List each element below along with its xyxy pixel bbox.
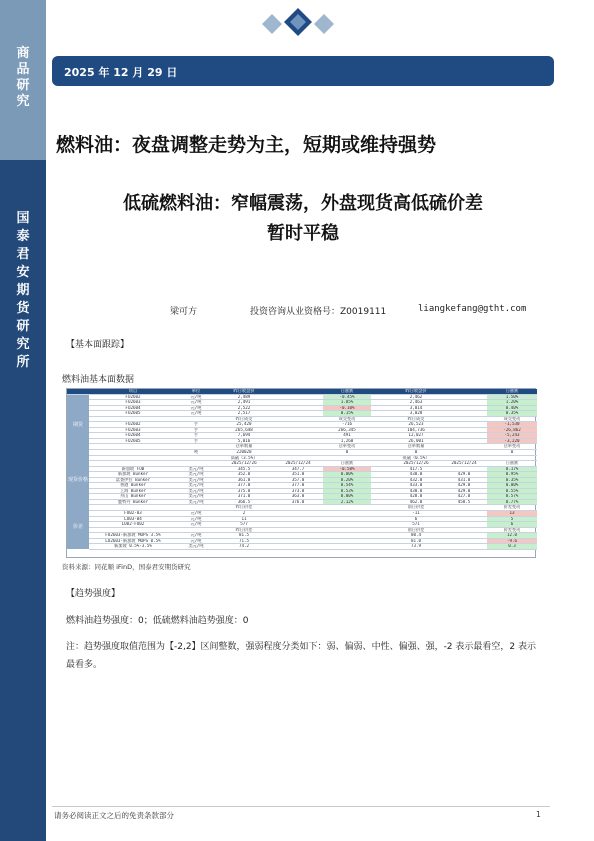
main-title: 燃料油：夜盘调整走势为主，短期或维持强势 <box>56 134 437 156</box>
table-cell: 手 <box>177 433 215 439</box>
table-cell: 项目 <box>89 389 177 394</box>
table-cell: 11 <box>215 516 273 522</box>
table-cell: 仓单变动 <box>487 444 537 450</box>
table-cell: FU2603 <box>89 400 177 406</box>
table-cell: 458.5 <box>441 499 487 505</box>
table-cell: 377.0 <box>273 483 323 489</box>
fundamentals-table <box>66 388 536 558</box>
sidebar-org-char: 泰 <box>16 229 30 244</box>
table-cell: 361.0 <box>215 477 273 483</box>
table-cell: 2,462 <box>391 394 441 400</box>
table-cell: -26,862 <box>487 427 537 433</box>
table-cell: 7,694 <box>215 433 273 439</box>
table-cell: 266,345 <box>323 427 371 433</box>
table-cell: 日涨跌 <box>323 461 371 467</box>
table-cell: 373.0 <box>273 488 323 494</box>
table-cell: 417.5 <box>391 466 441 472</box>
table-cell: 0.55% <box>487 488 537 494</box>
table-cell: 1.85% <box>323 400 371 406</box>
table-cell: 220020 <box>215 450 273 456</box>
table-cell: 新加坡 Bunker <box>89 472 177 478</box>
table-cell: -5,243 <box>487 433 537 439</box>
table-cell: 鹿特丹 Bunker <box>89 499 177 505</box>
table-row <box>67 544 537 550</box>
table-cell: FU2602 <box>89 422 177 428</box>
table-cell: 345.5 <box>215 466 273 472</box>
table-cell: 上海 Bunker <box>89 488 177 494</box>
table-cell: -1,530 <box>487 422 537 428</box>
table-cell: 0.35% <box>487 411 537 417</box>
table-cell: 429.0 <box>441 483 487 489</box>
table-cell: 舟山 Bunker <box>89 494 177 500</box>
table-cell: 2025/12/24 <box>273 461 323 467</box>
table-cell: 2,522 <box>215 405 273 411</box>
table-cell: 价差变动 <box>487 505 537 511</box>
table-cell: 价差变动 <box>487 527 537 533</box>
table-cell: 前日价差 <box>391 505 441 511</box>
table-cell: 73.9 <box>391 544 441 550</box>
table-cell: 371.0 <box>215 494 273 500</box>
table-cell: 元/吨 <box>177 511 215 517</box>
table-cell: 12,027 <box>391 433 441 439</box>
table-cell: 0.40% <box>487 405 537 411</box>
table-cell: 366.5 <box>215 499 273 505</box>
table-cell: -0.58% <box>323 466 371 472</box>
table-cell: -9.6 <box>487 538 537 544</box>
table-cell: FU2604 <box>89 433 177 439</box>
table-cell: 美元/吨 <box>177 488 215 494</box>
table-cell: 成交变动 <box>487 416 537 422</box>
table-cell: 香港 Bunker <box>89 483 177 489</box>
table-cell: 0.57% <box>487 494 537 500</box>
table-cell: 低硫（0.5%） <box>391 455 441 461</box>
table-cell <box>323 544 371 550</box>
page-number: 1 <box>536 810 541 819</box>
sidebar-org-char: 期 <box>16 283 30 298</box>
sidebar-org-char: 货 <box>16 301 30 316</box>
table-cell: 430.0 <box>391 472 441 478</box>
table-cell: 昨日成交 <box>391 416 441 422</box>
sidebar-category-label <box>0 46 46 110</box>
table-cell: 357.0 <box>273 477 323 483</box>
table-cell: 25,420 <box>215 422 273 428</box>
table-cell: 美元/吨 <box>177 466 215 472</box>
section-basic-heading: 【基本面跟踪】 <box>66 340 130 350</box>
sidebar-org-char: 安 <box>16 265 30 280</box>
diamond-logo-icon <box>258 4 338 38</box>
sidebar-category-char: 研 <box>16 78 30 93</box>
table-cell: 433.0 <box>391 483 441 489</box>
table-cell: 2 <box>215 511 273 517</box>
table-cell: 377.0 <box>215 483 273 489</box>
table-cell: 104,736 <box>391 427 441 433</box>
table-cell: 手 <box>177 422 215 428</box>
table-row <box>67 499 537 505</box>
table-cell: 3,014 <box>391 405 441 411</box>
table-cell: 美元/吨 <box>177 472 215 478</box>
table-cell: 0.17% <box>487 466 537 472</box>
sidebar-category-char: 究 <box>16 94 30 109</box>
table-cell: -3,220 <box>487 438 537 444</box>
table-cell: FU2603 <box>89 427 177 433</box>
sidebar-org-char: 究 <box>16 337 30 352</box>
author-name: 梁可方 <box>170 307 198 317</box>
table-cell: 26,001 <box>391 438 441 444</box>
table-cell: 0.00% <box>323 494 371 500</box>
table-cell: 富查伊拉 Bunker <box>89 477 177 483</box>
table-cell: 427.0 <box>441 494 487 500</box>
table-cell: 美元/吨 <box>177 544 215 550</box>
table-cell: 0 <box>323 450 371 456</box>
table-cell: 352.0 <box>215 472 273 478</box>
table-cell: 462.0 <box>391 499 441 505</box>
table-cell: 元/吨 <box>177 411 215 417</box>
table-cell: 3,028 <box>391 411 441 417</box>
table-cell: 2.12% <box>323 499 371 505</box>
table-cell: 1.50% <box>487 394 537 400</box>
table-cell: 昨日价差 <box>215 527 273 533</box>
date-banner <box>52 56 554 86</box>
table-cell: 2025/12/24 <box>441 461 487 467</box>
table-cell: 347.7 <box>273 466 323 472</box>
table-cell: 430.0 <box>391 488 441 494</box>
table-cell: 0.35% <box>487 477 537 483</box>
table-cell: 0 <box>487 450 537 456</box>
table-cell: 仓单数量 <box>391 444 441 450</box>
table-row <box>67 483 537 489</box>
table-cell: FU02-03 <box>89 511 177 517</box>
table-cell: 429.0 <box>441 472 487 478</box>
table-cell: 1.20% <box>487 400 537 406</box>
table-cell: 1,260 <box>323 438 371 444</box>
table-cell: 新加坡 0.5%-3.5% <box>89 544 177 550</box>
table-cell: LU03-04 <box>89 516 177 522</box>
table-group-label: 期货 <box>67 394 89 455</box>
sidebar-org-char: 国 <box>16 211 30 226</box>
footer-disclaimer[interactable]: 请务必阅读正文之后的免责条款部分 <box>54 811 174 820</box>
table-cell: 美元/吨 <box>177 494 215 500</box>
sub-title-line-1: 低硫燃料油：窄幅震荡，外盘现货高低硫价差 <box>123 193 483 214</box>
table-cell: 0.53% <box>323 488 371 494</box>
table-cell: LU02-FU02 <box>89 522 177 528</box>
table-cell: 0.00% <box>487 483 537 489</box>
table-cell: 手 <box>177 427 215 433</box>
table-cell: 元/吨 <box>177 405 215 411</box>
table-cell: 363.0 <box>273 494 323 500</box>
table-row <box>67 488 537 494</box>
sidebar-org-char: 君 <box>16 247 30 262</box>
table-cell: 429.0 <box>441 488 487 494</box>
table-cell: 新加坡 FOB <box>89 466 177 472</box>
table-cell: 351.0 <box>273 472 323 478</box>
table-cell: 431.0 <box>441 477 487 483</box>
table-cell: -716 <box>323 422 371 428</box>
table-cell: 手 <box>177 438 215 444</box>
table-cell: 577 <box>215 522 273 528</box>
table-cell: 日涨跌 <box>323 389 371 394</box>
section-trend-heading: 【趋势强度】 <box>66 589 121 599</box>
table-cell: 0.3 <box>487 544 537 550</box>
table-cell: 元/吨 <box>177 538 215 544</box>
table-group-label: 价差 <box>67 505 89 549</box>
table-cell: 0.00% <box>323 472 371 478</box>
footer-divider <box>52 806 550 807</box>
table-cell: 375.0 <box>215 488 273 494</box>
table-cell: 仓单数量 <box>215 444 273 450</box>
table-cell: 265,648 <box>215 427 273 433</box>
table-cell: 元/吨 <box>177 394 215 400</box>
table-cell: FU2604 <box>89 405 177 411</box>
table-cell: 13 <box>487 511 537 517</box>
table-cell: 成交变动 <box>323 416 371 422</box>
table-cell: -11 <box>391 511 441 517</box>
table-cell: 2,489 <box>215 394 273 400</box>
table-cell: 571 <box>391 522 441 528</box>
table-group-label: 现货价格 <box>67 455 89 505</box>
table-cell: 日涨跌 <box>487 461 537 467</box>
table-cell: 0 <box>391 450 441 456</box>
table-cell: FU2605 <box>89 411 177 417</box>
author-cert: 投资咨询从业资格号：Z0019111 <box>250 307 387 317</box>
table-cell: 12.0 <box>487 533 537 539</box>
table-cell: 0.20% <box>323 477 371 483</box>
sub-title <box>52 189 554 249</box>
source-note: 资料来源：同花顺 iFinD，国泰君安期货研究 <box>62 563 191 571</box>
table-cell: FU2602 <box>89 394 177 400</box>
sub-title-line-2: 暂时平稳 <box>267 223 339 244</box>
table-cell: LU2603-新加坡 MOPS 0.5% <box>89 538 177 544</box>
table-cell: 81.5 <box>215 533 273 539</box>
table-cell: 元/吨 <box>177 522 215 528</box>
table-cell: 2025/12/26 <box>391 461 441 467</box>
sidebar-org-label <box>0 210 46 372</box>
table-cell: 0.77% <box>487 499 537 505</box>
table-cell: 高硫（3.5%） <box>215 455 273 461</box>
table-cell: 2025/12/26 <box>215 461 273 467</box>
table-cell: 昨日收盘价 <box>215 389 273 394</box>
table-cell: 2,491 <box>215 400 273 406</box>
table-cell: 26,523 <box>391 422 441 428</box>
table-row <box>67 494 537 500</box>
table-cell: FU2603-新加坡 MOPS 3.5% <box>89 533 177 539</box>
sidebar-org-char: 所 <box>16 355 30 370</box>
table-cell <box>441 544 487 550</box>
table-cell: 0.95% <box>487 472 537 478</box>
sidebar-org-char: 研 <box>16 319 30 334</box>
table-cell: 昨日成交 <box>215 416 273 422</box>
table-cell: 6 <box>487 522 537 528</box>
table-cell: -0.10% <box>323 405 371 411</box>
table-cell: 元/吨 <box>177 400 215 406</box>
table-cell <box>371 544 391 550</box>
table-row <box>67 477 537 483</box>
table-cell: 5 <box>487 516 537 522</box>
table-cell <box>273 544 323 550</box>
table-cell: 美元/吨 <box>177 483 215 489</box>
table-title: 燃料油基本面数据 <box>62 375 135 385</box>
trend-strength-text: 燃料油趋势强度：0；低硫燃料油趋势强度：0 <box>66 616 249 626</box>
table-cell: 美元/吨 <box>177 477 215 483</box>
table-cell: 元/吨 <box>177 516 215 522</box>
table-cell: 单位 <box>177 389 215 394</box>
table-cell: 元/吨 <box>177 533 215 539</box>
table-cell: 前日价差 <box>391 527 441 533</box>
table-cell: 71.5 <box>215 538 273 544</box>
report-date: 2025 年 12 月 29 日 <box>64 66 178 79</box>
table-cell: 432.0 <box>391 477 441 483</box>
table-row <box>67 472 537 478</box>
table-cell: 6 <box>391 516 441 522</box>
table-cell: 5,016 <box>215 438 273 444</box>
sidebar-category-char: 品 <box>16 62 30 77</box>
table-cell: 2,517 <box>215 411 273 417</box>
table-cell: 美元/吨 <box>177 499 215 505</box>
sidebar-category-char: 商 <box>16 46 30 61</box>
table-cell: 428.0 <box>391 494 441 500</box>
table-cell: 昨日收盘价 <box>391 389 441 394</box>
table-cell: 日涨跌 <box>487 389 537 394</box>
table-cell: 81.0 <box>391 538 441 544</box>
author-email[interactable]: liangkefang@gtht.com <box>418 304 527 314</box>
table-cell: 吨 <box>177 450 215 456</box>
table-cell: 0.54% <box>323 483 371 489</box>
table-cell: -0.45% <box>323 394 371 400</box>
table-cell: 491 <box>323 433 371 439</box>
table-cell: 376.0 <box>273 499 323 505</box>
table-cell: 0.15% <box>323 411 371 417</box>
table-cell: 2,463 <box>391 400 441 406</box>
table-cell: 昨日价差 <box>215 505 273 511</box>
table-cell: 仓单变动 <box>323 444 371 450</box>
trend-note: 注：趋势强度取值范围为【-2,2】区间整数，强弱程度分类如下：弱、偏弱、中性、偏强、强，-2 表示最看空，2 表示最看多。 <box>66 642 536 670</box>
table-cell: FU2605 <box>89 438 177 444</box>
table-cell: 74.2 <box>215 544 273 550</box>
table-cell: 80.4 <box>391 533 441 539</box>
